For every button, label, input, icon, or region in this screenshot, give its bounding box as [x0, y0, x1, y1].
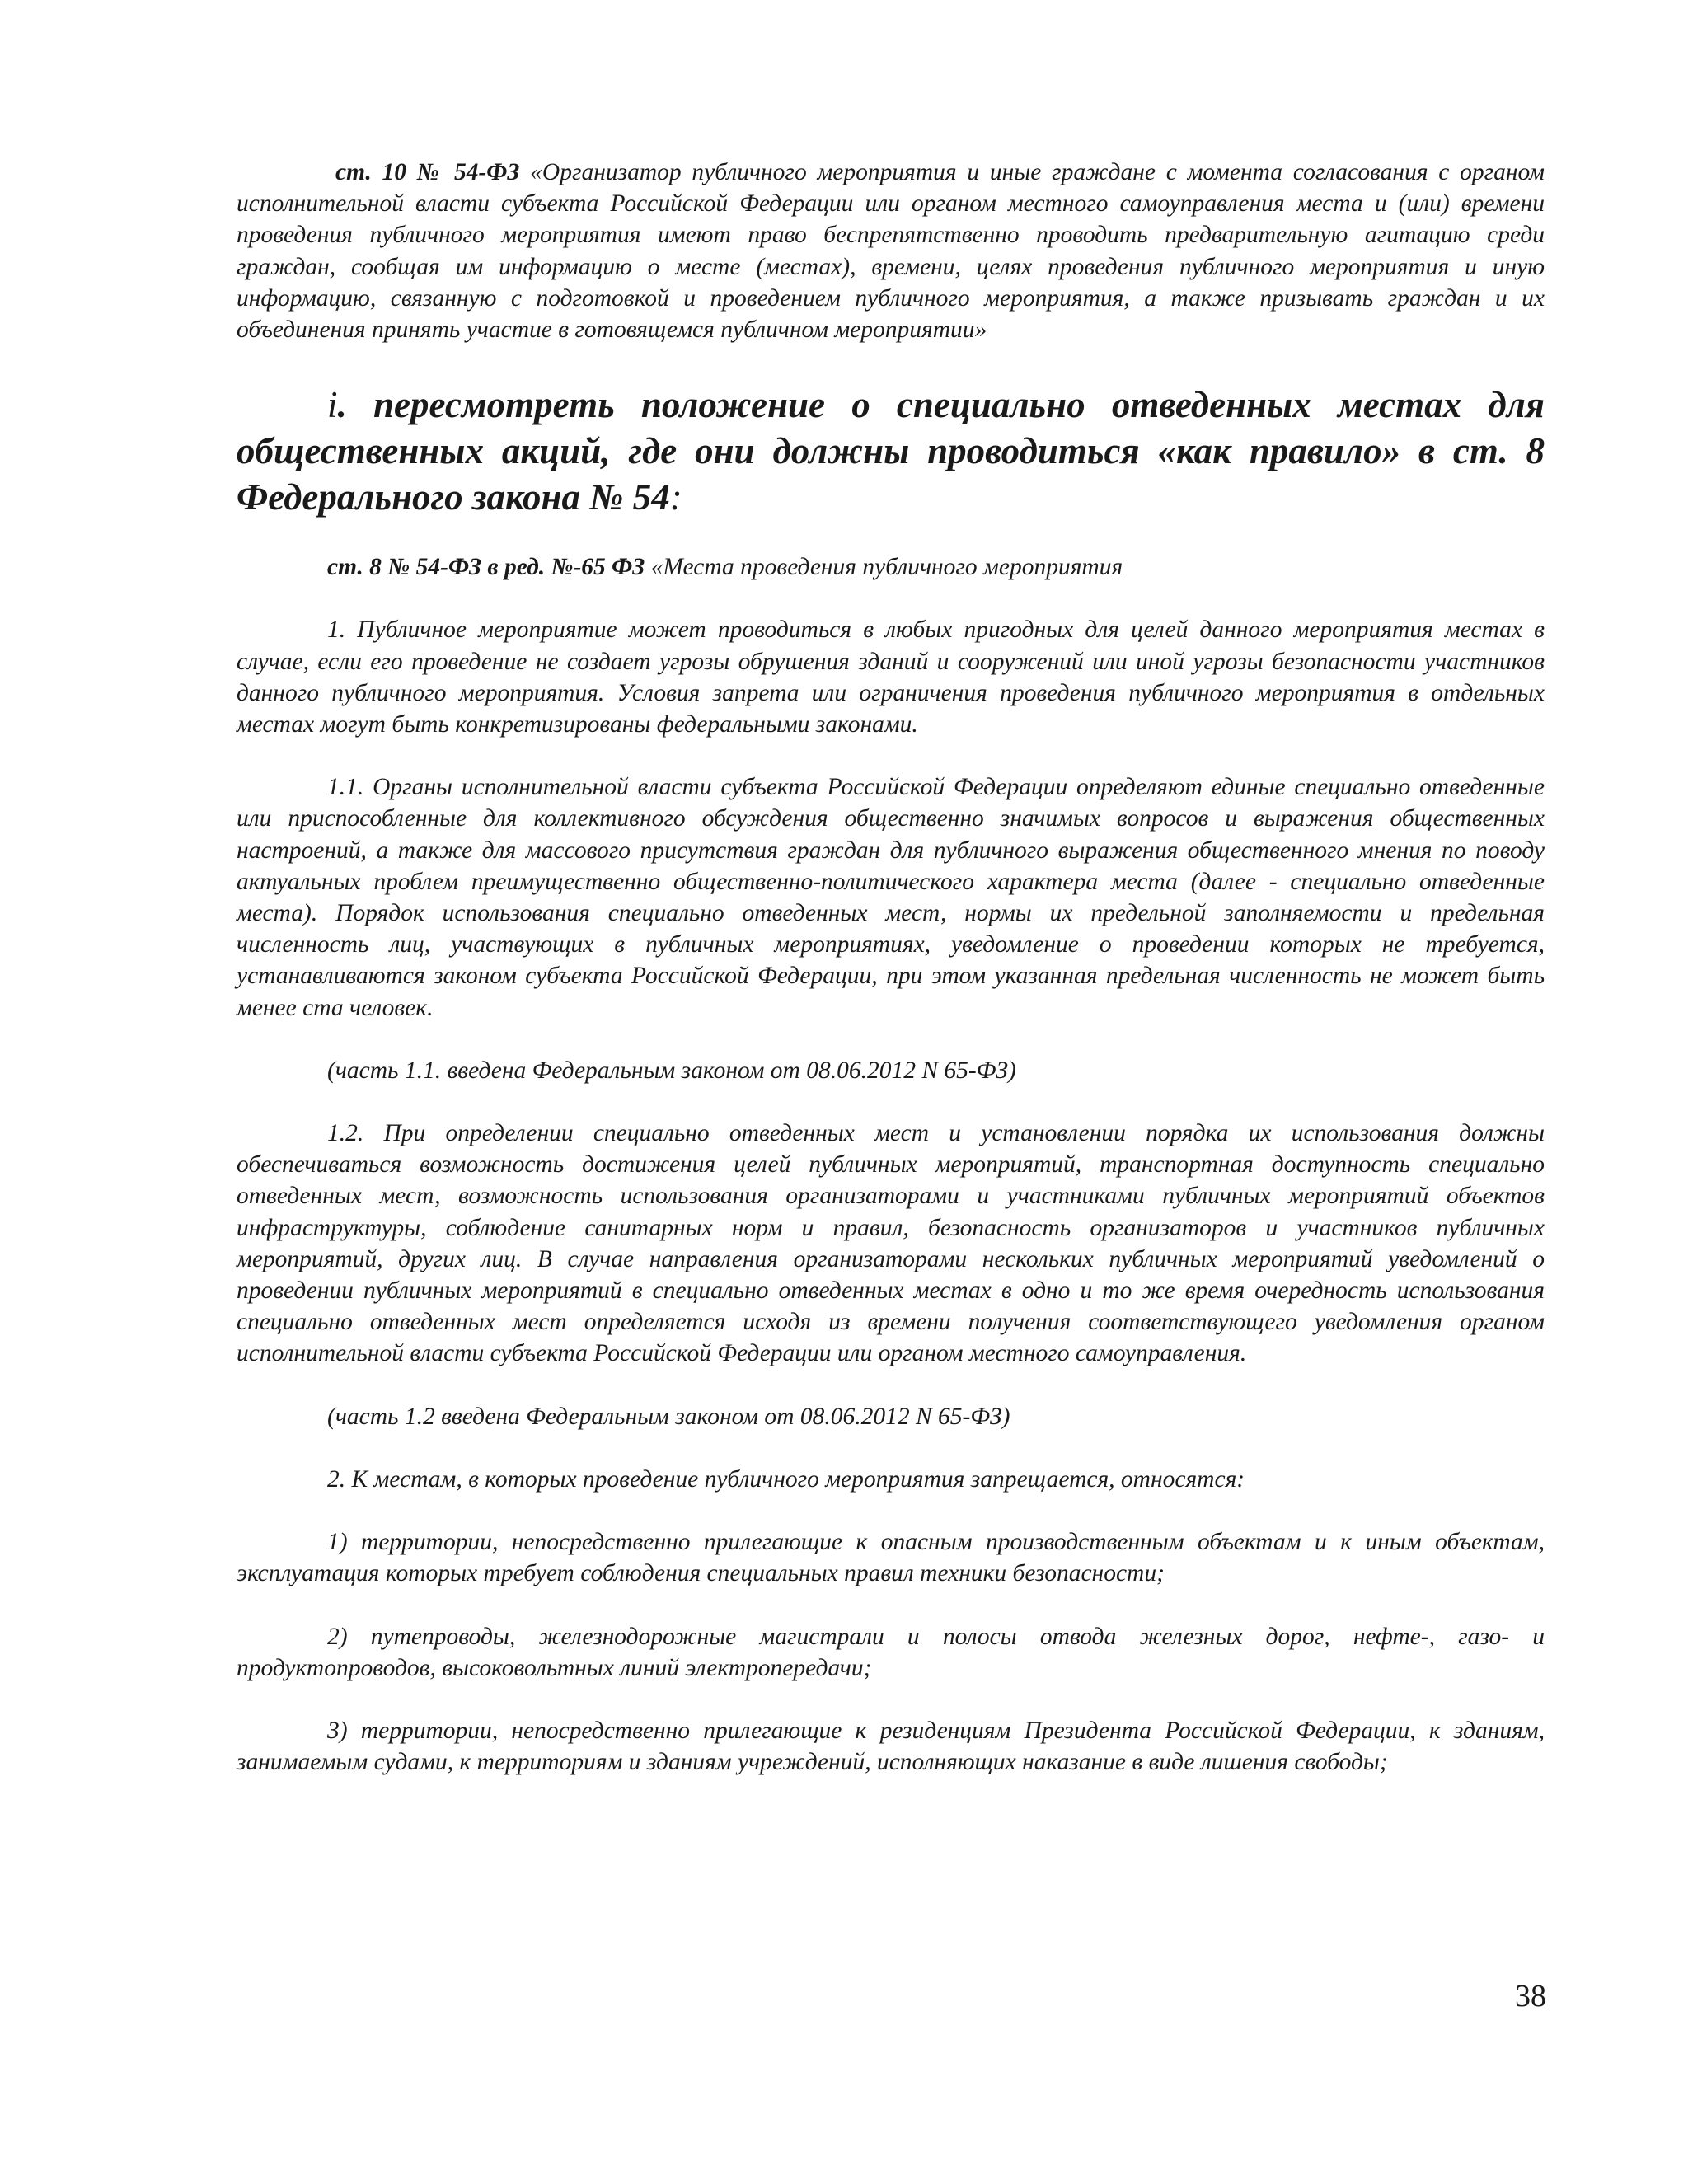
heading-marker: i: [327, 384, 338, 426]
paragraph-item: 1.2. При определении специально отведенных мест и установлении порядка их использования должны обеспечиваться возможность достижения целей публичных мероприятий, транспортная доступность специально отведенных мест, возможность использования организаторами и участниками публичных мероприятий объектов инфраструктуры, соблюдение санитарных норм и правил, безопасность организаторов и участников публичных мероприятий, других лиц. В случае направления организаторами нескольких публичных мероприятий уведомлений о проведении публичных мероприятий в специально отведенных местах в одно и то же время очередность использования специально отведенных мест определяется исходя из времени получения соответствующего уведомления органом исполнительной власти субъекта Российской Федерации или органом местного самоуправления.: [237, 1120, 1545, 1367]
amendment-note: (часть 1.1. введена Федеральным законом от 08.06.2012 N 65-ФЗ): [327, 1057, 1016, 1084]
heading-text: . пересмотреть положение о специально отведенных местах для общественных акций, где они должны проводиться «как правило» в ст. 8 Федерального закона № 54: [237, 384, 1545, 518]
article-8-title: [237, 551, 1545, 583]
page-number: 38: [1515, 1979, 1546, 2013]
intro-law-reference: ст. 10 № 54-ФЗ: [335, 159, 520, 185]
page-content: [237, 157, 1545, 1778]
amendment-note: (часть 1.2 введена Федеральным законом от 08.06.2012 N 65-ФЗ): [327, 1403, 1010, 1430]
paragraph-item: 1. Публичное мероприятие может проводиться в любых пригодных для целей данного мероприятия местах в случае, если его проведение не создает угрозы обрушения зданий и сооружений или иной угрозы безопасности участников данного публичного мероприятия. Условия запрета или ограничения проведения публичного мероприятия в отдельных местах могут быть конкретизированы федеральными законами.: [237, 616, 1545, 738]
article-8-reference: ст. 8 № 54-ФЗ в ред. №-65 ФЗ: [327, 554, 645, 581]
article-8-title-text: «Места проведения публичного мероприятия: [645, 554, 1123, 581]
list-item: 1) территории, непосредственно прилегающие к опасным производственным объектам и к иным объектам, эксплуатация которых требует соблюдения специальных правил техники безопасности;: [237, 1529, 1545, 1587]
paragraph-item: 2. К местам, в которых проведение публичного мероприятия запрещается, относятся:: [327, 1465, 1245, 1493]
section-heading: [237, 382, 1545, 520]
paragraph-item: 1.1. Органы исполнительной власти субъекта Российской Федерации определяют единые специально отведенные или приспособленные для коллективного обсуждения общественно значимых вопросов и выражения общественных настроений, а также для массового присутствия граждан для публичного выражения общественного мнения по поводу актуальных проблем преимущественно общественно-политического характера места (далее - специально отведенные места). Порядок использования специально отведенных мест, нормы их предельной заполняемости и предельная численность лиц, участвующих в публичных мероприятиях, уведомление о проведении которых не требуется, устанавливаются законом субъекта Российской Федерации, при этом указанная предельная численность не может быть менее ста человек.: [237, 774, 1545, 1021]
intro-quote-text: «Организатор публичного мероприятия и иные граждане с момента согласования с органом исполнительной власти субъекта Российской Федерации или органом местного самоуправления места и (или) времени проведения публичного мероприятия имеют право беспрепятственно проводить предварительную агитацию среди граждан, сообщая им информацию о месте (местах), времени, целях проведения публичного мероприятия и иную информацию, связанную с подготовкой и проведением публичного мероприятия, а также призывать граждан и их объединения принять участие в готовящемся публичном мероприятии»: [237, 159, 1545, 344]
list-item: 3) территории, непосредственно прилегающие к резиденциям Президента Российской Федерации, к зданиям, занимаемым судами, к территориям и зданиям учреждений, исполняющих наказание в виде лишения свободы;: [237, 1717, 1545, 1776]
intro-quote-paragraph: [237, 157, 1545, 345]
list-item: 2) путепроводы, железнодорожные магистрали и полосы отвода железных дорог, нефте-, газо- и продуктопроводов, высоковольтных линий электропередачи;: [237, 1623, 1545, 1681]
heading-tail: :: [669, 476, 682, 518]
